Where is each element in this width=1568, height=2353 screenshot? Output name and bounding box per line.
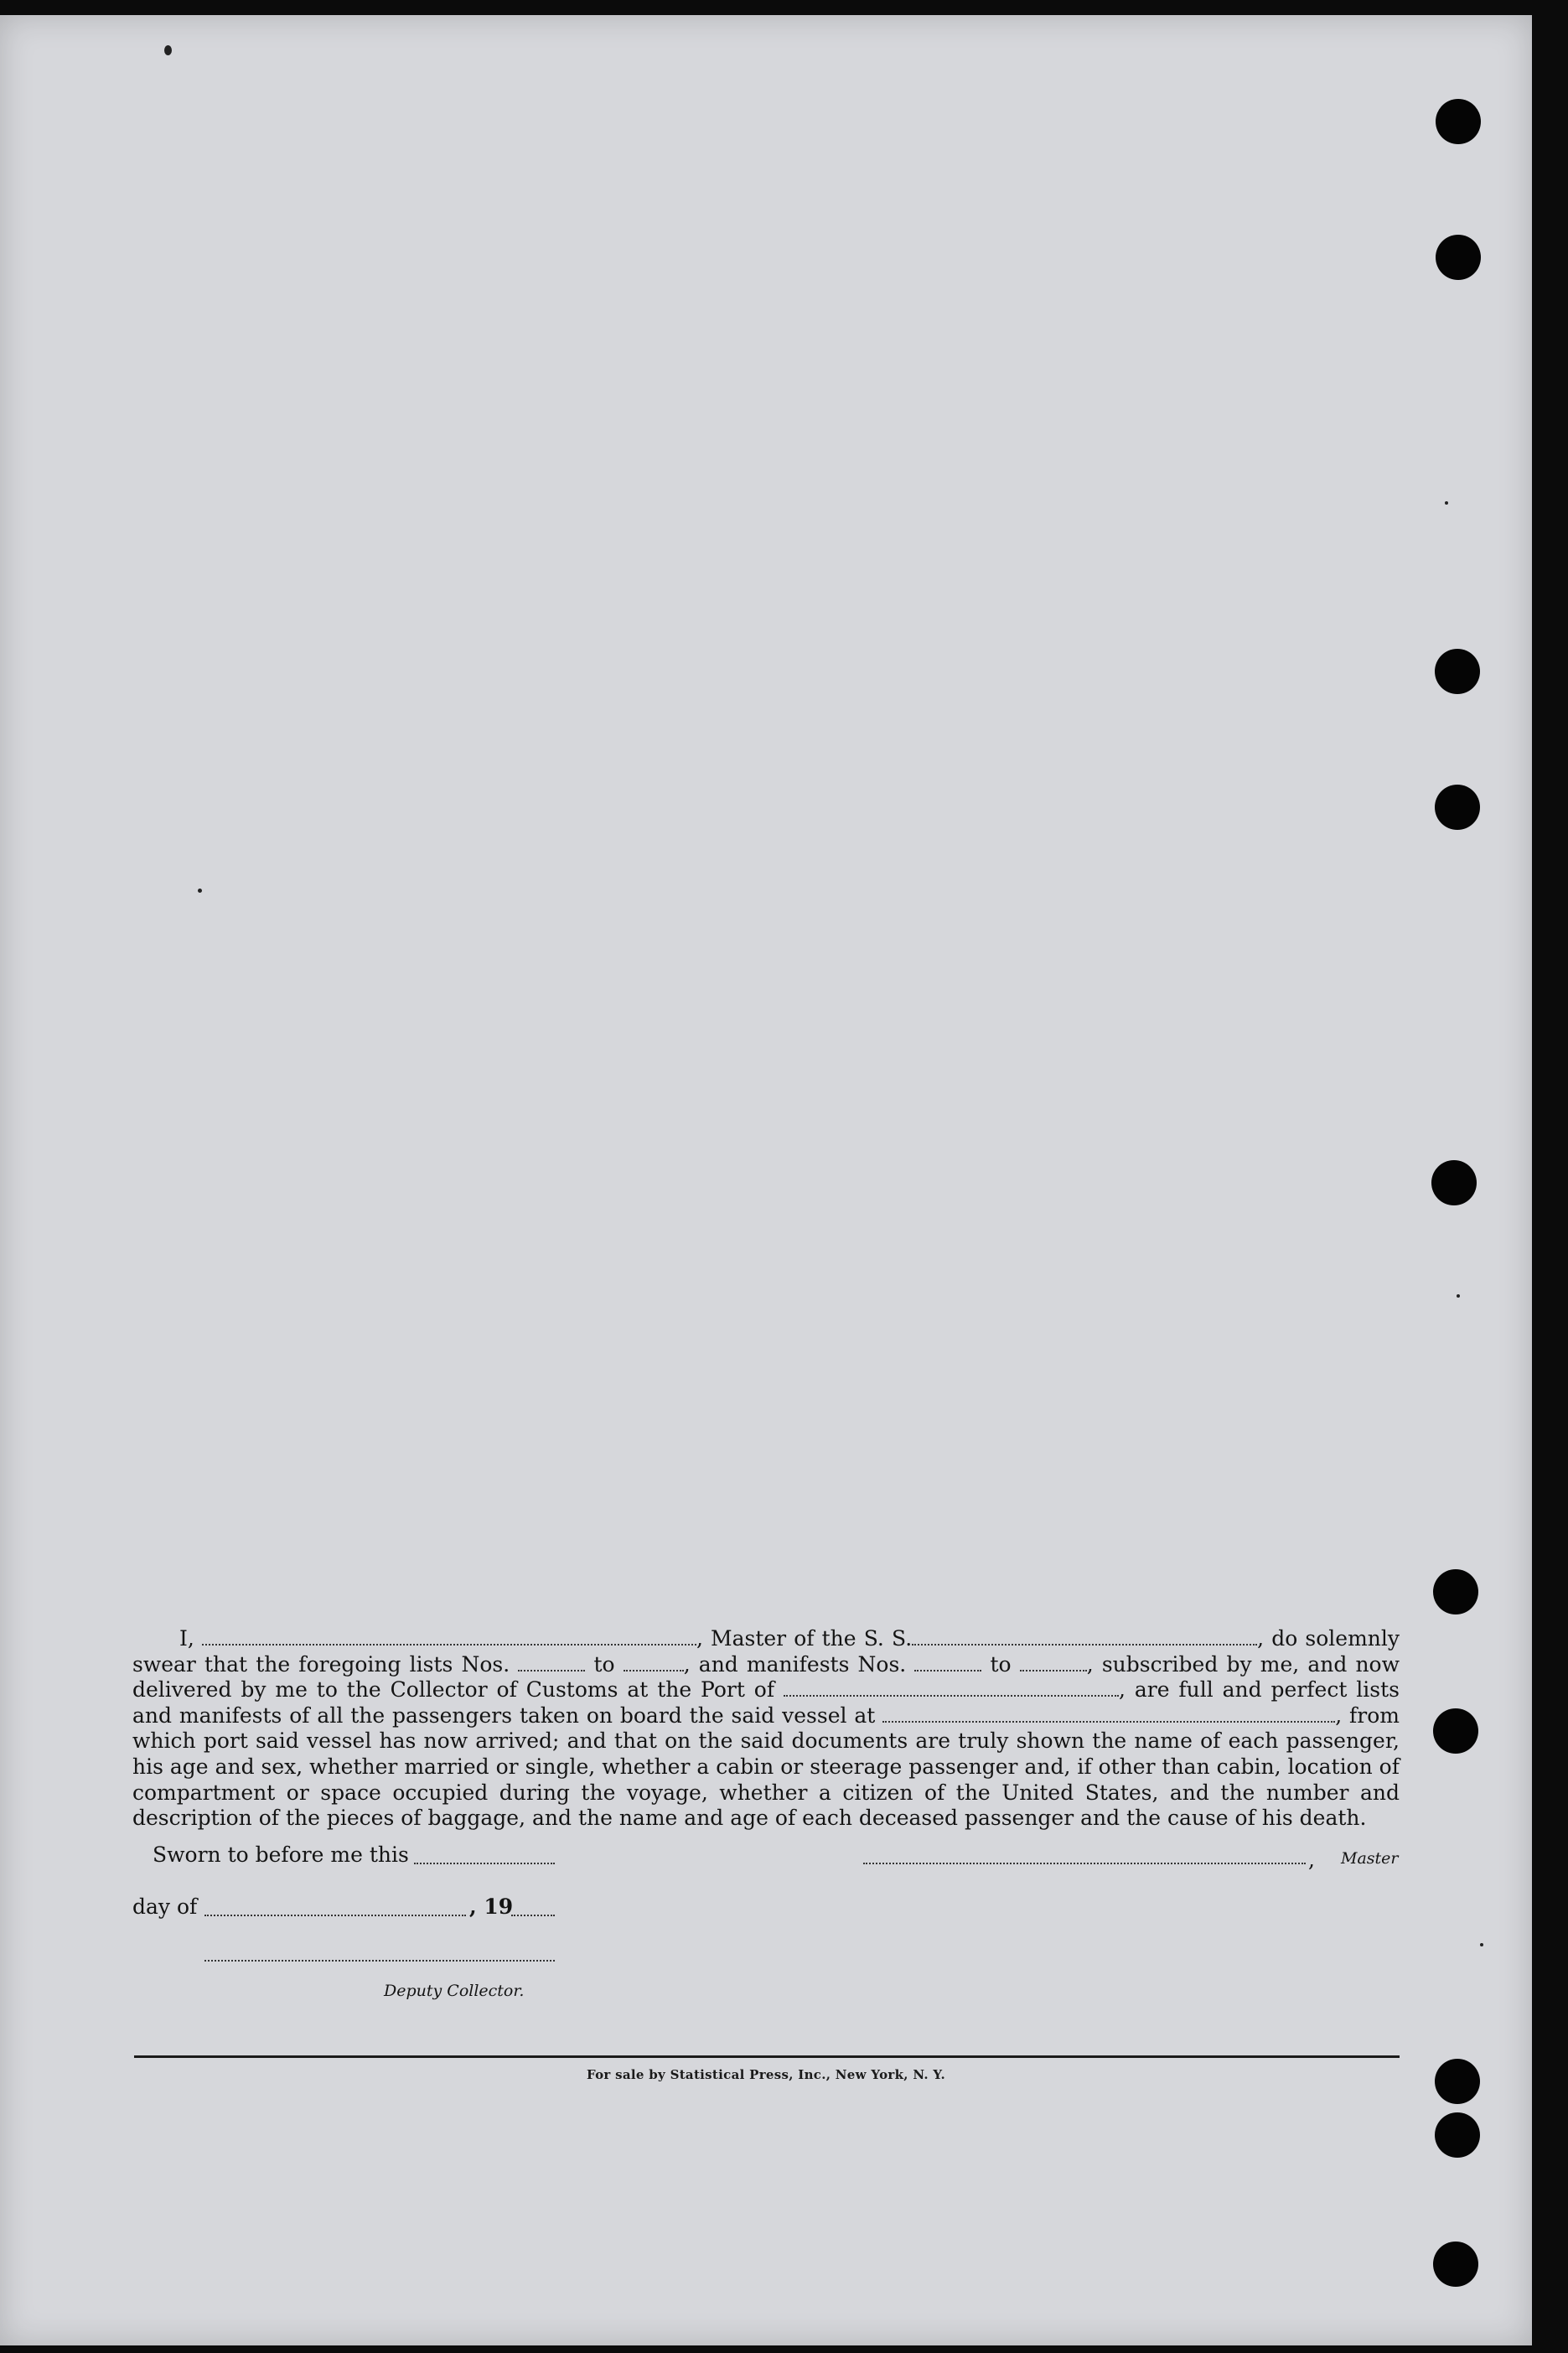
master-signature-field[interactable] bbox=[863, 1863, 1306, 1864]
master-comma: , bbox=[1308, 1848, 1315, 1872]
oath-text-master-of-ss: , Master of the S. S. bbox=[696, 1626, 913, 1651]
lists-to-field[interactable] bbox=[624, 1655, 684, 1671]
lists-from-field[interactable] bbox=[518, 1655, 585, 1671]
oath-text-i: I, bbox=[179, 1626, 194, 1651]
footer-rule bbox=[134, 2055, 1400, 2058]
oath-text-delivered: delivered by me to the Collector of Customs at the Port of bbox=[132, 1677, 775, 1703]
punch-hole-2 bbox=[1436, 235, 1481, 280]
master-label: Master bbox=[1341, 1849, 1399, 1868]
form-sheet bbox=[0, 15, 1532, 2345]
year-field[interactable] bbox=[511, 1915, 555, 1916]
oath-text-swear: swear that the foregoing lists Nos. bbox=[132, 1651, 510, 1677]
punch-hole-3 bbox=[1435, 649, 1480, 694]
oath-paragraph bbox=[132, 1626, 1400, 1832]
manifests-from-field[interactable] bbox=[914, 1655, 981, 1671]
oath-text-rest: port said vessel has now arrived; and that on the said documents are truly shown the name of each passenger, his age and sex, whether married or single, whether a cabin or steerage passenger and, if other than cabin, location of compartment or space occupied during the voyage, whether a citizen of the United States, and the number and description of the pieces of baggage, and the name and age of each deceased passenger and the cause of his death. bbox=[132, 1728, 1400, 1831]
deputy-collector-label: Deputy Collector. bbox=[384, 1982, 525, 2000]
stray-mark bbox=[1445, 501, 1448, 505]
punch-hole-1 bbox=[1436, 99, 1481, 144]
master-name-field[interactable] bbox=[202, 1629, 696, 1646]
oath-text-to-2: to bbox=[990, 1651, 1012, 1677]
punch-hole-4 bbox=[1435, 785, 1480, 830]
punch-hole-5 bbox=[1431, 1160, 1477, 1205]
port-of-departure-field[interactable] bbox=[882, 1706, 1335, 1723]
deputy-signature-field[interactable] bbox=[204, 1960, 555, 1962]
day-of-month-field[interactable] bbox=[204, 1915, 466, 1916]
stray-mark bbox=[1480, 1943, 1483, 1946]
year-prefix: , 19 bbox=[469, 1894, 514, 1919]
oath-text-manifests-all: manifests of all the passengers taken on board the said vessel at bbox=[179, 1703, 876, 1728]
manifests-to-field[interactable] bbox=[1020, 1655, 1087, 1671]
oath-text-subscribed: , subscribed by me, and now bbox=[1086, 1651, 1400, 1677]
punch-hole-10 bbox=[1433, 2242, 1478, 2287]
punch-hole-6 bbox=[1433, 1569, 1478, 1614]
port-of-arrival-field[interactable] bbox=[784, 1680, 1119, 1697]
sworn-label: Sworn to before me this bbox=[153, 1842, 409, 1867]
sworn-date-field[interactable] bbox=[414, 1863, 555, 1864]
printer-imprint: For sale by Statistical Press, Inc., New York, N. Y. bbox=[586, 2067, 946, 2082]
oath-text-to-1: to bbox=[593, 1651, 615, 1677]
punch-hole-9 bbox=[1435, 2112, 1480, 2158]
oath-text-and-manifests: , and manifests Nos. bbox=[683, 1651, 907, 1677]
day-of-label: day of bbox=[132, 1894, 198, 1919]
oath-text-are-full: , are full and perfect lists and bbox=[132, 1677, 1400, 1728]
oath-text-do-solemnly: , do solemnly bbox=[1257, 1626, 1400, 1651]
stray-mark bbox=[164, 45, 172, 55]
stray-mark bbox=[198, 889, 202, 893]
vessel-name-field[interactable] bbox=[912, 1629, 1257, 1646]
oath-text-from-which: , from which bbox=[132, 1703, 1400, 1754]
stray-mark bbox=[1457, 1294, 1460, 1298]
punch-hole-7 bbox=[1433, 1708, 1478, 1754]
